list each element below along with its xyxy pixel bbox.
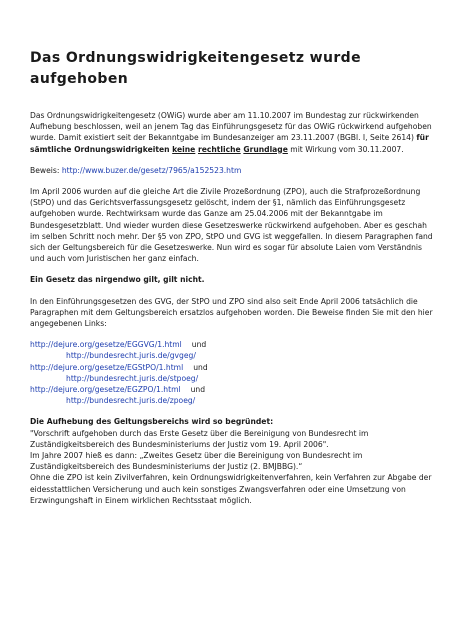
heading-aufhebung-text: Die Aufhebung des Geltungsbereichs wird so begründet: — [30, 417, 274, 427]
link-und: und — [191, 340, 207, 350]
underlined-rechtliche: rechtliche — [197, 144, 241, 154]
paragraph-owig — [30, 110, 436, 155]
quote-2006: "Vorschrift aufgehoben durch das Erste Gesetz über die Bereinigung von Bundesrecht im Zuständigkeitsbereich des Bundesministeriums der Justiz vom 19. April 2006". — [30, 428, 369, 449]
link-und: und — [190, 385, 206, 395]
link-row — [30, 395, 436, 406]
link-egzpo[interactable]: http://dejure.org/gesetze/EGZPO/1.html — [30, 385, 181, 395]
paragraph-owig-tail: mit Wirkung vom 30.11.2007. — [287, 144, 404, 154]
bold-text-a: für sämtliche Ordnungswidrigkeiten — [30, 133, 429, 154]
paragraph-einfuehrungsgesetze: In den Einführungsgesetzen des GVG, der StPO und ZPO sind also seit Ende April 2006 tatsächlich die Paragraphen mit dem Geltungsbereich ersatzlos aufgehoben worden. Die Beweise finden Sie mit den hier angegebenen Links: — [30, 296, 433, 329]
underlined-grundlage: Grundlage — [243, 144, 288, 154]
underlined-keine: keine — [172, 144, 196, 154]
link-eggvg[interactable]: http://dejure.org/gesetze/EGGVG/1.html — [30, 340, 182, 350]
page-title: Das Ordnungswidrigkeitengesetz wurde aufgehoben — [30, 50, 361, 87]
paragraph-zpo: Im April 2006 wurden auf die gleiche Art die Zivile Prozeßordnung (ZPO), auch die Strafprozeßordnung (StPO) und das Gerichtsverfassungsgesetz gelöscht, indem der §1, nämlich das Einführungsgesetz aufgehoben wurde. Rechtwirksam wurde das Ganze am 25.04.2006 mit der Bekanntgabe im Bundesgesetzblatt. Und wieder wurden diese Gesetzeswerke rückwirkend aufgehoben. Aber es geschah im selben Schritt noch mehr. Der §5 von ZPO, StPO und GVG ist weggefallen. In diesem Paragraphen fand sich der Geltungsbereich für die Gesetzeswerke. Nun wird es sogar für absolute Laien vom Verständnis und auch vom Juristischen her ganz einfach. — [30, 187, 433, 264]
link-list — [30, 339, 436, 406]
link-und: und — [193, 362, 208, 372]
heading-nirgendwo — [30, 274, 436, 285]
paragraph-owig-text: Das Ordnungswidrigkeitengesetz (OWiG) wurde aber am 11.10.2007 im Bundestag zur rückwirkenden Aufhebung beschlossen, weil an jenem Tag das Einführungsgesetz für das OWiG rückwirkend aufgehoben wurde. Damit existiert seit der Bekanntgabe im Bundesanzeiger am 23.11.2007 (BGBl. I, Seite 2614) — [30, 111, 432, 143]
link-zpoeg[interactable]: http://bundesrecht.juris.de/zpoeg/ — [66, 396, 196, 406]
link-row — [30, 350, 436, 361]
heading-nirgendwo-text: Ein Gesetz das nirgendwo gilt, gilt nicht. — [30, 275, 205, 285]
link-row — [30, 339, 436, 350]
beweis-label: Beweis: — [30, 165, 62, 175]
link-gvgeg[interactable]: http://bundesrecht.juris.de/gvgeg/ — [66, 351, 196, 361]
link-row — [30, 373, 436, 384]
beweis-line — [30, 165, 436, 176]
link-egstpo[interactable]: http://dejure.org/gesetze/EGStPO/1.html — [30, 362, 184, 372]
link-row — [30, 384, 436, 395]
beweis-link[interactable]: http://www.buzer.de/gesetz/7965/a152523.htm — [61, 165, 242, 175]
quote-2007: Im Jahre 2007 hieß es dann: „Zweites Gesetz über die Bereinigung von Bundesrecht im Zuständigkeitsbereich des Bundesministeriums der Justiz (2. BMJBBG).“ — [30, 451, 363, 472]
link-row — [30, 362, 436, 373]
document-page — [30, 48, 436, 506]
heading-aufhebung — [30, 416, 436, 427]
link-stpoeg[interactable]: http://bundesrecht.juris.de/stpoeg/ — [66, 373, 199, 383]
paragraph-ohne-zpo: Ohne die ZPO ist kein Zivilverfahren, kein Ordnungswidrigkeitenverfahren, kein Verfahren zur Abgabe der eidesstattlichen Versicherung und auch kein sonstiges Zwangsverfahren oder eine Umsetzung von Erzwingungshaft in Einem wirklichen Rechtsstaat möglich. — [30, 473, 432, 505]
